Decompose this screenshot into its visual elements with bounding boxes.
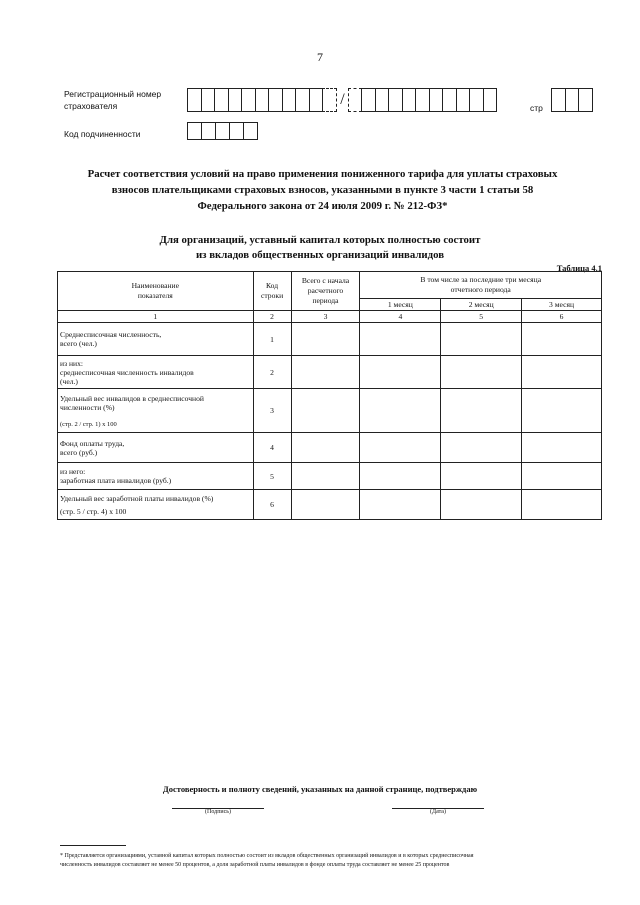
- subtitle-line: Для организаций, уставный капитал которых полностью состоит: [159, 234, 481, 246]
- subtitle-line: из вкладов общественных организаций инвалидов: [195, 249, 445, 261]
- reg-box[interactable]: [429, 88, 444, 112]
- value-cell[interactable]: [441, 463, 522, 490]
- reg-box[interactable]: [361, 88, 376, 112]
- header-row-code: [253, 272, 291, 311]
- value-cell[interactable]: [291, 463, 360, 490]
- value-cell[interactable]: [360, 463, 441, 490]
- row-label: [58, 463, 254, 490]
- confirmation-statement: Достоверность и полноту сведений, указанных на данной странице, подтверждаю: [162, 784, 478, 794]
- value-cell[interactable]: [360, 389, 441, 433]
- reg-box[interactable]: [415, 88, 430, 112]
- row-label: [58, 356, 254, 389]
- value-cell[interactable]: [360, 323, 441, 356]
- footnote-line: численность инвалидов составляет не менее 50 процентов, а доля заработной платы инвалидов в фонде оплаты труда составляет не менее 25 процентов: [60, 862, 450, 868]
- reg-box[interactable]: [255, 88, 270, 112]
- document-subtitle: [100, 233, 540, 263]
- row-formula: (стр. 5 / стр. 4) x 100: [60, 506, 127, 516]
- column-number: 2: [253, 311, 291, 323]
- value-cell[interactable]: [360, 356, 441, 389]
- header-period-total: [291, 272, 360, 311]
- header-month-2: 2 месяц: [441, 299, 522, 311]
- reg-box[interactable]: [201, 88, 216, 112]
- header-text: отчетного периода: [450, 285, 511, 294]
- page-box[interactable]: [578, 88, 593, 112]
- page-label: стр: [530, 103, 543, 113]
- reg-box[interactable]: [483, 88, 498, 112]
- header-text: Код: [266, 281, 279, 290]
- value-cell[interactable]: [291, 490, 360, 520]
- column-number: 5: [441, 311, 522, 323]
- row-label-text: Среднесписочная численность,: [60, 330, 162, 339]
- header-text: показателя: [137, 291, 173, 300]
- value-cell[interactable]: [291, 389, 360, 433]
- row-code: 6: [253, 490, 291, 520]
- reg-box[interactable]: [456, 88, 471, 112]
- reg-box[interactable]: [228, 88, 243, 112]
- table-row: [58, 490, 602, 520]
- reg-box[interactable]: [402, 88, 417, 112]
- table-row: [58, 323, 602, 356]
- header-month-1: 1 месяц: [360, 299, 441, 311]
- value-cell[interactable]: [360, 490, 441, 520]
- footnote-line: * Представляется организациями, уставной капитал которых полностью состоит из вкладов общественных организаций инвалидов и в которых среднесписочная: [60, 853, 474, 859]
- value-cell[interactable]: [291, 433, 360, 463]
- header-indicator-name: [58, 272, 254, 311]
- row-formula: (стр. 2 / стр. 1) x 100: [60, 420, 117, 428]
- registration-number-field[interactable]: [188, 88, 497, 112]
- table-row: [58, 389, 602, 433]
- column-number: 1: [58, 311, 254, 323]
- reg-box[interactable]: [348, 88, 363, 112]
- row-code: 1: [253, 323, 291, 356]
- row-code: 4: [253, 433, 291, 463]
- reg-box[interactable]: [268, 88, 283, 112]
- registration-number-label: [64, 88, 161, 112]
- row-label: [58, 389, 254, 433]
- reg-box[interactable]: [375, 88, 390, 112]
- row-label-text: Удельный вес заработной платы инвалидов (%): [60, 493, 214, 503]
- page-number: 7: [317, 50, 323, 64]
- row-label: [58, 433, 254, 463]
- row-label-text: всего (руб.): [60, 447, 98, 457]
- footnote: [60, 852, 600, 870]
- column-numbers-row: [58, 311, 602, 323]
- reg-box[interactable]: [282, 88, 297, 112]
- row-label-text: Удельный вес инвалидов в среднесписочной: [60, 393, 204, 403]
- value-cell[interactable]: [441, 389, 522, 433]
- registration-separator: /: [340, 91, 345, 108]
- column-number: 6: [522, 311, 602, 323]
- row-label-text: Фонд оплаты труда,: [60, 438, 125, 448]
- value-cell[interactable]: [522, 389, 602, 433]
- table-row: [58, 463, 602, 490]
- header-text: периода: [312, 296, 339, 305]
- row-label-text: заработная плата инвалидов (руб.): [60, 476, 172, 485]
- value-cell[interactable]: [522, 433, 602, 463]
- header-month-3: 3 месяц: [522, 299, 602, 311]
- header-text: расчетного: [307, 286, 344, 295]
- row-label-text: из них:: [60, 358, 83, 368]
- header-text: Наименование: [131, 281, 179, 290]
- value-cell[interactable]: [360, 433, 441, 463]
- reg-box[interactable]: [442, 88, 457, 112]
- value-cell[interactable]: [522, 463, 602, 490]
- document-title: [60, 166, 585, 214]
- sub-box[interactable]: [187, 122, 202, 140]
- reg-box[interactable]: [469, 88, 484, 112]
- column-number: 4: [360, 311, 441, 323]
- row-label-text: из него:: [60, 467, 86, 476]
- page-box[interactable]: [565, 88, 580, 112]
- reg-box[interactable]: [187, 88, 202, 112]
- row-label-text: (чел.): [60, 376, 78, 386]
- row-label-text: численности (%): [60, 402, 115, 412]
- table-row: [58, 356, 602, 389]
- reg-box[interactable]: [214, 88, 229, 112]
- title-line: Федерального закона от 24 июля 2009 г. № 212-ФЗ*: [197, 200, 448, 212]
- table-caption: Таблица 4.1: [556, 263, 602, 273]
- value-cell[interactable]: [522, 323, 602, 356]
- date-caption: (Дата): [430, 809, 446, 815]
- page-number-field[interactable]: [552, 88, 593, 112]
- row-code: 2: [253, 356, 291, 389]
- reg-box[interactable]: [295, 88, 310, 112]
- row-label-text: среднесписочная численность инвалидов: [60, 367, 194, 377]
- value-cell[interactable]: [441, 490, 522, 520]
- footnote-divider: [60, 845, 126, 846]
- value-cell[interactable]: [441, 323, 522, 356]
- table-header-row: [58, 272, 602, 299]
- reg-box[interactable]: [241, 88, 256, 112]
- column-number: 3: [291, 311, 360, 323]
- value-cell[interactable]: [441, 433, 522, 463]
- header-text: В том числе за последние три месяца: [420, 275, 542, 284]
- value-cell[interactable]: [291, 323, 360, 356]
- sub-box[interactable]: [243, 122, 258, 140]
- row-label-text: всего (чел.): [60, 339, 97, 348]
- reg-box[interactable]: [388, 88, 403, 112]
- registration-label-line2: страхователя: [64, 101, 118, 111]
- reg-box[interactable]: [309, 88, 324, 112]
- row-code: 5: [253, 463, 291, 490]
- value-cell[interactable]: [522, 490, 602, 520]
- calculation-table: [57, 271, 602, 520]
- registration-label-line1: Регистрационный номер: [64, 89, 162, 99]
- row-label: [58, 323, 254, 356]
- signature-caption: (Подпись): [204, 809, 232, 815]
- sub-box[interactable]: [229, 122, 244, 140]
- title-line: взносов плательщиками страховых взносов, указанными в пункте 3 части 1 статьи 58: [111, 184, 534, 196]
- row-code: 3: [253, 389, 291, 433]
- value-cell[interactable]: [522, 356, 602, 389]
- subordination-code-label: Код подчиненности: [64, 129, 141, 139]
- header-text: Всего с начала: [301, 276, 350, 285]
- subordination-code-field[interactable]: [188, 122, 258, 140]
- date-field[interactable]: [392, 808, 484, 815]
- sub-box[interactable]: [201, 122, 216, 140]
- table-row: [58, 433, 602, 463]
- header-last-three-months: [360, 272, 602, 299]
- header-text: строки: [261, 291, 284, 300]
- value-cell[interactable]: [441, 356, 522, 389]
- reg-box[interactable]: [322, 88, 337, 112]
- row-label: [58, 490, 254, 520]
- sub-box[interactable]: [215, 122, 230, 140]
- page-box[interactable]: [551, 88, 566, 112]
- signature-field[interactable]: [172, 808, 264, 815]
- title-line: Расчет соответствия условий на право применения пониженного тарифа для уплаты страховых: [87, 168, 558, 180]
- value-cell[interactable]: [291, 356, 360, 389]
